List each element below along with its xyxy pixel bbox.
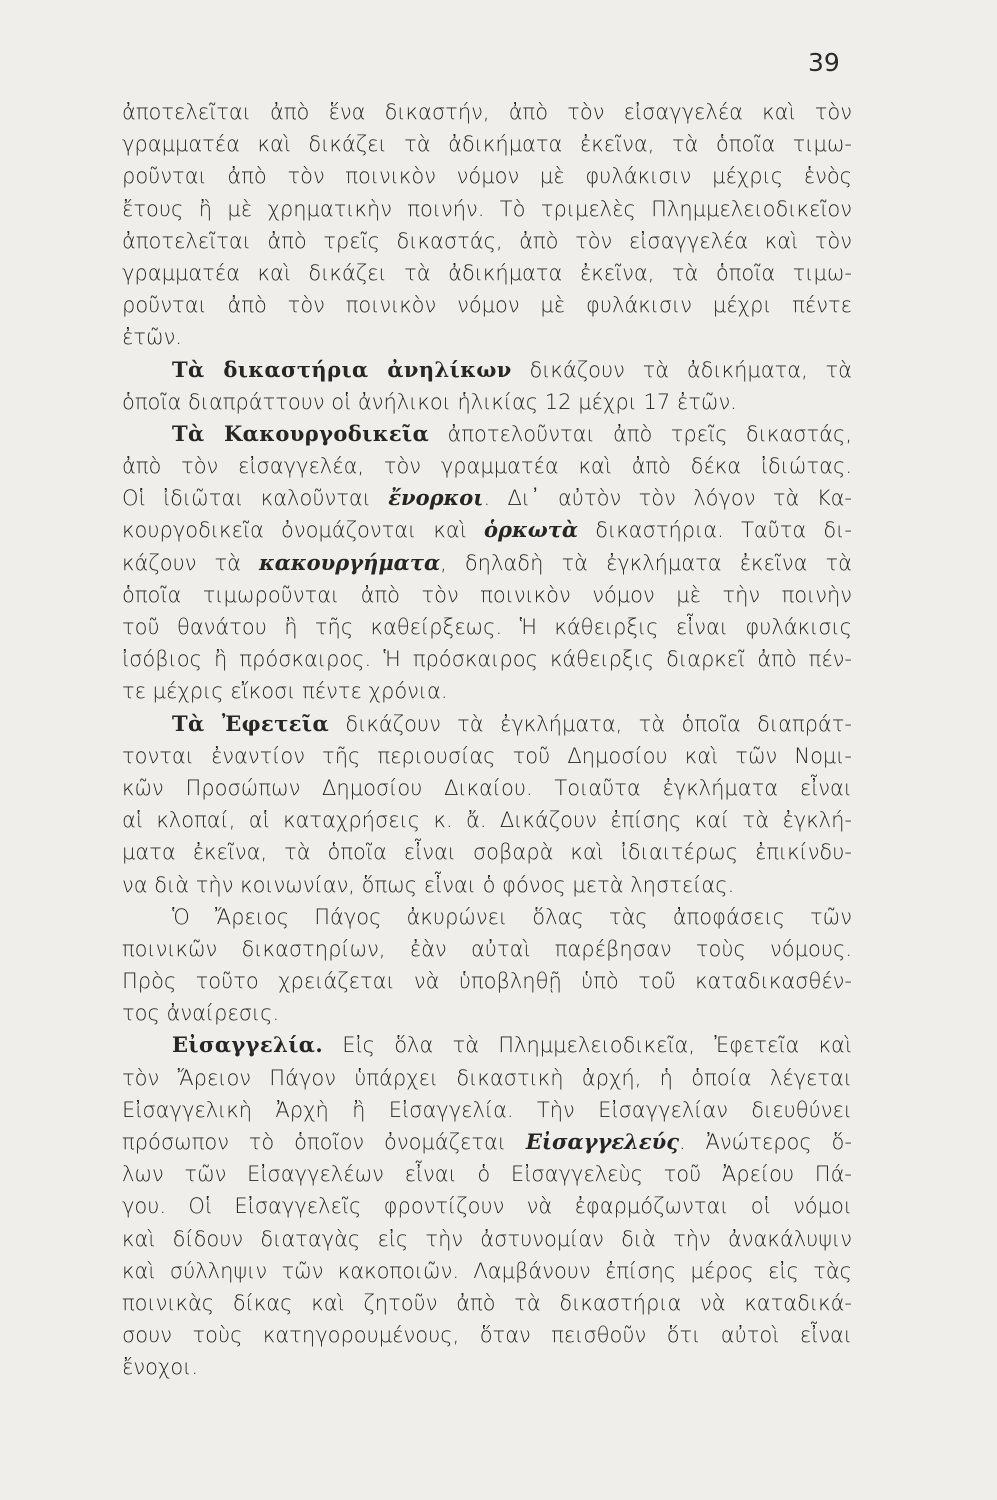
line-text: γου. Οἱ Εἰσαγγελεῖς φροντίζουν νὰ ἐφαρμόζωνται οἱ νόμοι (122, 1194, 852, 1219)
line-text: Ὁ Ἄρειος Πάγος ἀκυρώνει ὅλας τὰς ἀποφάσεις τῶν (172, 904, 852, 929)
line-text: τε μέχρις εἴκοσι πέντε χρόνια. (122, 679, 448, 704)
text-line (122, 1319, 852, 1351)
line-text: δικαστήρια. Ταῦτα δι- (578, 518, 852, 543)
emphasized-term: κακουργήματα (259, 549, 441, 575)
text-line (122, 675, 852, 707)
text-line (122, 257, 852, 289)
line-text: αἱ κλοπαί, αἱ καταχρήσεις κ. ἄ. Δικάζουν ἐπίσης καί τὰ ἐγκλή- (122, 808, 852, 833)
line-text: ἀποτελεῖται ἀπὸ ἕνα δικαστήν, ἀπὸ τὸν εἰσαγγελέα καὶ τὸν (122, 100, 852, 124)
line-text: ἀποτελεῖται ἀπὸ τρεῖς δικαστάς, ἀπὸ τὸν εἰσαγγελέα καὶ τὸν (122, 228, 852, 253)
text-line (122, 740, 852, 772)
text-line (122, 611, 852, 643)
text-line (122, 643, 852, 675)
line-text: γραμματέα καὶ δικάζει τὰ ἀδικήματα ἐκεῖνα, τὰ ὁποῖα τιμω- (122, 132, 852, 157)
line-text: . Δι᾿ αὐτὸν τὸν λόγον τὰ Κα- (483, 486, 852, 511)
line-text: ἔνοχοι. (122, 1355, 199, 1380)
line-text: κάζουν τὰ (122, 550, 259, 575)
text-line (122, 321, 852, 353)
body-text (122, 96, 852, 1384)
text-line (122, 128, 852, 160)
text-line (122, 386, 852, 418)
line-text: πρόσωπον τὸ ὁποῖον ὀνομάζεται (122, 1130, 526, 1154)
text-line (122, 1094, 852, 1126)
line-text: ἀποτελοῦνται ἀπὸ τρεῖς δικαστάς, (429, 421, 852, 446)
text-line (122, 1255, 852, 1287)
text-line (122, 1062, 852, 1094)
line-text: ἔτους ἢ μὲ χρηματικὴν ποινήν. Τὸ τριμελὲς Πλημμελειοδικεῖον (122, 196, 852, 221)
section-heading: Τὰ δικαστήρια ἀνηλίκων (172, 356, 512, 382)
line-text: ποινικῶν δικαστηρίων, ἐὰν αὐταὶ παρέβησαν τοὺς νόμους. (122, 936, 852, 961)
line-text: γραμματέα καὶ δικάζει τὰ ἀδικήματα ἐκεῖνα, τὰ ὁποῖα τιμω- (122, 260, 852, 285)
text-line (122, 1126, 852, 1158)
text-line (122, 997, 852, 1029)
text-line (122, 965, 852, 997)
page-number: 39 (808, 48, 840, 77)
line-text: δικάζουν τὰ ἀδικήματα, τὰ (511, 357, 852, 382)
line-text: τὸν Ἄρειον Πάγον ὑπάρχει δικαστικὴ ἀρχή, ἡ ὁποία λέγεται (122, 1065, 852, 1090)
line-text: Εἰσαγγελικὴ Ἀρχὴ ἢ Εἰσαγγελία. Τὴν Εἰσαγγελίαν διευθύνει (122, 1097, 852, 1122)
text-line (122, 160, 852, 192)
text-line (122, 354, 852, 386)
text-line (122, 418, 852, 450)
line-text: Εἰς ὅλα τὰ Πλημμελειοδικεῖα, Ἐφετεῖα καὶ (323, 1033, 852, 1058)
line-text: ἰσόβιος ἢ πρόσκαιρος. Ἡ πρόσκαιρος κάθειρξις διαρκεῖ ἀπὸ πέν- (122, 647, 852, 672)
line-text: ροῦνται ἀπὸ τὸν ποινικὸν νόμον μὲ φυλάκισιν μέχρι πέντε (122, 293, 852, 318)
line-text: ἐτῶν. (122, 325, 182, 350)
section-heading: Τὰ Κακουργοδικεῖα (172, 420, 430, 446)
emphasized-term: ἔνορκοι (388, 485, 484, 511)
text-line (122, 933, 852, 965)
text-line (122, 1351, 852, 1383)
text-line (122, 772, 852, 804)
text-line (122, 836, 852, 868)
text-line (122, 579, 852, 611)
text-line (122, 450, 852, 482)
text-line (122, 193, 852, 225)
line-text: ματα ἐκεῖνα, τὰ ὁποῖα εἶναι σοβαρὰ καὶ ἰδιαιτέρως ἐπικίνδυ- (122, 840, 852, 865)
text-line (122, 289, 852, 321)
text-line (122, 1223, 852, 1255)
line-text: , δηλαδὴ τὰ ἐγκλήματα ἐκεῖνα τὰ (440, 550, 852, 575)
line-text: σουν τοὺς κατηγορουμένους, ὅταν πεισθοῦν ὅτι αὐτοὶ εἶναι (122, 1323, 852, 1348)
section-heading: Τὰ Ἐφετεῖα (172, 710, 330, 736)
line-text: να διὰ τὴν κοινωνίαν, ὅπως εἶναι ὁ φόνος μετὰ ληστείας. (122, 872, 735, 897)
line-text: Πρὸς τοῦτο χρειάζεται νὰ ὑποβληθῇ ὑπὸ τοῦ καταδικασθέν- (122, 969, 852, 994)
emphasized-term: ὁρκωτὰ (484, 517, 579, 543)
line-text: ροῦνται ἀπὸ τὸν ποινικὸν νόμον μὲ φυλάκισιν μέχρις ἑνὸς (122, 164, 852, 189)
text-line (122, 1158, 852, 1190)
text-line (122, 901, 852, 933)
line-text: . Ἀνώτερος ὅ- (679, 1130, 852, 1154)
text-line (122, 804, 852, 836)
text-line (122, 482, 852, 514)
line-text: κουργοδικεῖα ὀνομάζονται καὶ (122, 518, 485, 543)
line-text: καὶ σύλληψιν τῶν κακοποιῶν. Λαμβάνουν ἐπίσης μέρος εἰς τὰς (122, 1258, 852, 1283)
text-line (122, 1190, 852, 1222)
text-line (122, 225, 852, 257)
section-heading: Εἰσαγγελία. (172, 1032, 324, 1058)
text-line (122, 547, 852, 579)
text-line (122, 96, 852, 128)
line-text: τος ἀναίρεσις. (122, 1001, 280, 1026)
line-text: καὶ δίδουν διαταγὰς εἰς τὴν ἀστυνομίαν διὰ τὴν ἀνακάλυψιν (122, 1226, 852, 1251)
line-text: ποινικὰς δίκας καὶ ζητοῦν ἀπὸ τὰ δικαστήρια νὰ καταδικά- (122, 1290, 852, 1315)
line-text: δικάζουν τὰ ἐγκλήματα, τὰ ὁποῖα διαπράτ- (329, 711, 852, 736)
line-text: κῶν Προσώπων Δημοσίου Δικαίου. Τοιαῦτα ἐγκλήματα εἶναι (122, 775, 852, 800)
text-line (122, 514, 852, 546)
line-text: τοῦ θανάτου ἢ τῆς καθείρξεως. Ἡ κάθειρξις εἶναι φυλάκισις (122, 615, 852, 639)
line-text: Οἱ ἰδιῶται καλοῦνται (122, 486, 389, 511)
line-text: λων τῶν Εἰσαγγελέων εἶναι ὁ Εἰσαγγελεὺς τοῦ Ἀρείου Πά- (122, 1162, 852, 1187)
line-text: ὁποῖα τιμωροῦνται ἀπὸ τὸν ποινικὸν νόμον μὲ τὴν ποινὴν (122, 582, 852, 607)
line-text: ἀπὸ τὸν εἰσαγγελέα, τὸν γραμματέα καὶ ἀπὸ δέκα ἰδιώτας. (122, 454, 852, 479)
line-text: ὁποῖα διαπράττουν οἱ ἀνήλικοι ἡλικίας 12 μέχρι 17 ἐτῶν. (122, 389, 737, 414)
line-text: τονται ἐναντίον τῆς περιουσίας τοῦ Δημοσίου καὶ τῶν Νομι- (122, 743, 852, 768)
text-line (122, 708, 852, 740)
text-line (122, 1029, 852, 1061)
emphasized-term: Εἰσαγγελεύς (525, 1129, 680, 1154)
text-line (122, 869, 852, 901)
text-line (122, 1287, 852, 1319)
